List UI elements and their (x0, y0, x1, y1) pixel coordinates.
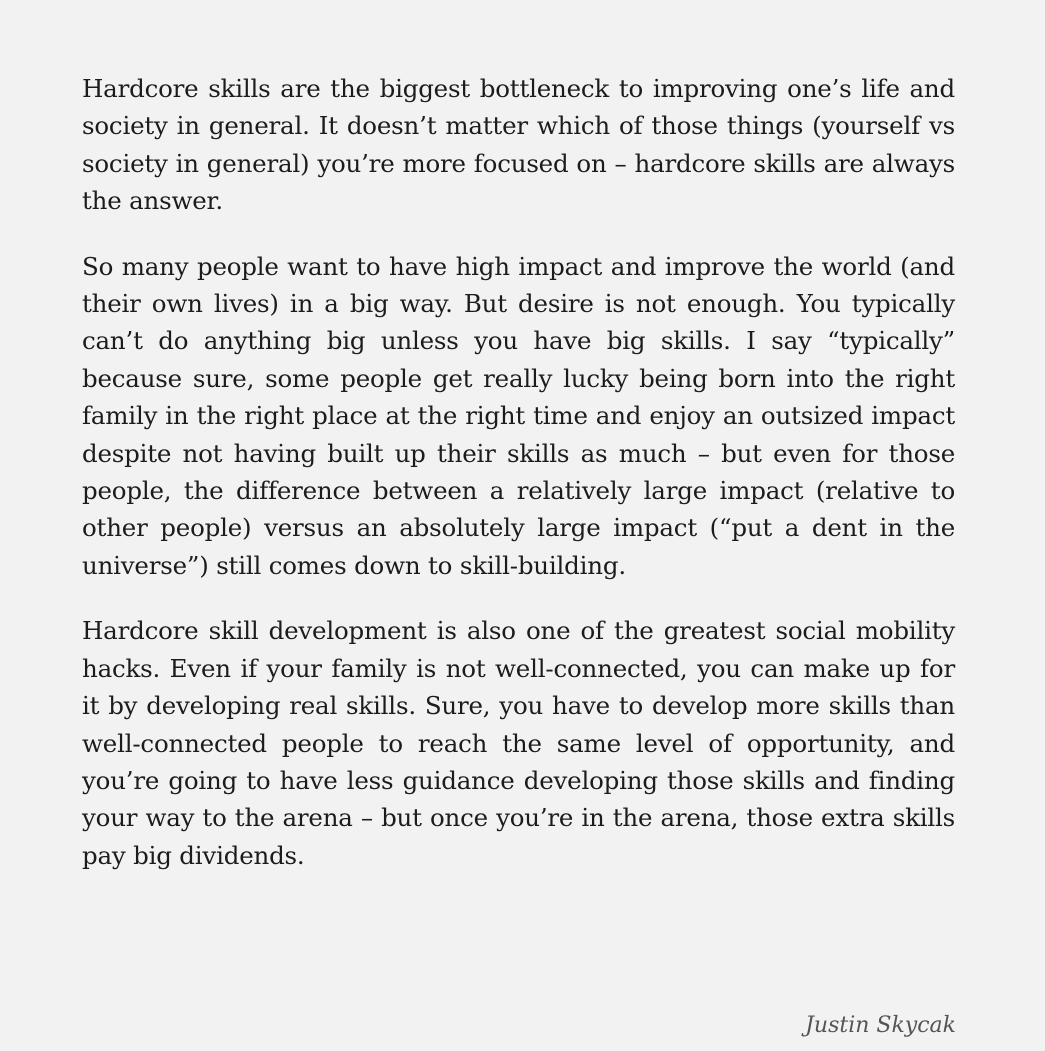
paragraph-1: Hardcore skills are the biggest bottleneck to improving one’s life and society in general. It doesn’t matter which of those things (yourself vs society in general) you’re more focused on – hardcore skills are always the answer. (82, 74, 955, 216)
paragraph-2: So many people want to have high impact and improve the world (and their own lives) in a big way. But desire is not enough. You typically can’t do anything big unless you have big skills. I say “typically” because sure, some people get really lucky being born into the right family in the right place at the right time and enjoy an outsized impact despite not having built up their skills as much – but even for those people, the difference between a relatively large impact (relative to other people) versus an absolutely large impact (“put a dent in the universe”) still comes down to skill-building. (82, 251, 955, 580)
paragraph-3: Hardcore skill development is also one of the greatest social mobility hacks. Even if your family is not well-connected, you can make up for it by developing real skills. Sure, you have to develop more skills than well-connected people to reach the same level of opportunity, and you’re going to have less guidance developing those skills and finding your way to the arena – but once you’re in the arena, those extra skills pay big dividends. (82, 616, 955, 870)
author-attribution: Justin Skycak (805, 1013, 956, 1038)
essay-body (82, 70, 955, 902)
